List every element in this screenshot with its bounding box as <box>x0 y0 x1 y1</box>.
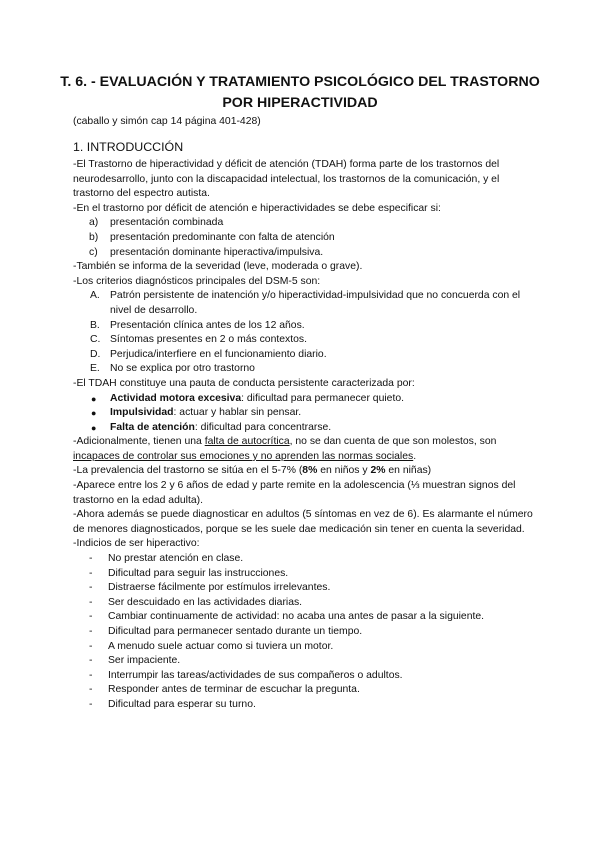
list-marker: B. <box>90 319 100 331</box>
list-item-text: Interrumpir las tareas/actividades de sus compañeros o adultos. <box>108 669 403 681</box>
specify-intro: -En el trastorno por déficit de atención e hiperactividades se debe especificar si: <box>73 202 441 214</box>
prevalence-bold: 8% <box>302 465 318 477</box>
dash-marker: - <box>89 669 93 681</box>
underlined-phrase: incapaces de controlar sus emociones y no aprenden las normas sociales <box>73 450 414 462</box>
list-item-text: Distraerse fácilmente por estímulos irrelevantes. <box>108 582 331 594</box>
adults-paragraph: -Ahora además se puede diagnosticar en adultos (5 síntomas en vez de 6). Es alarmante el número de menores diagnosticados, porque se les suele dae medicación sin tener en cuenta la severidad. <box>73 509 533 535</box>
list-item <box>73 654 533 669</box>
page-subtitle: (caballo y simón cap 14 página 401-428) <box>73 116 261 127</box>
dash-marker: - <box>89 655 93 667</box>
additional-text: , no se dan cuenta de que son molestos, son <box>289 436 497 448</box>
page-title: T. 6. - EVALUACIÓN Y TRATAMIENTO PSICOLÓGICO DEL TRASTORNO POR HIPERACTIVIDAD <box>60 74 540 111</box>
list-item-text: Dificultad para seguir las instrucciones. <box>108 567 289 579</box>
list-marker: c) <box>89 246 98 258</box>
list-item <box>73 610 533 625</box>
bullet-icon: ● <box>91 408 97 419</box>
list-item-text: Ser impaciente. <box>108 655 181 667</box>
bullet-icon: ● <box>91 422 97 433</box>
list-marker: E. <box>90 363 100 375</box>
list-item <box>73 683 533 698</box>
dash-marker: - <box>89 698 93 710</box>
list-item <box>73 319 533 334</box>
list-item-text: Síntomas presentes en 2 o más contextos. <box>110 334 307 346</box>
additional-text: . <box>413 450 417 462</box>
list-item-text: Responder antes de terminar de escuchar la pregunta. <box>108 684 360 696</box>
onset-paragraph: -Aparece entre los 2 y 6 años de edad y parte remite en la adolescencia (⅓ muestran signos del trastorno en la edad adulta). <box>73 480 516 506</box>
pattern-term: Falta de atención <box>110 421 195 433</box>
list-item <box>73 421 533 436</box>
criteria-intro: -Los criterios diagnósticos principales del DSM-5 son: <box>73 275 321 287</box>
dash-marker: - <box>89 684 93 696</box>
bullet-icon: ● <box>91 393 97 404</box>
list-marker: b) <box>89 231 99 243</box>
list-item <box>73 406 533 421</box>
list-item-text: Dificultad para permanecer sentado durante un tiempo. <box>108 626 363 637</box>
list-item <box>73 640 533 655</box>
underlined-phrase: falta de autocrítica <box>204 436 290 448</box>
list-item <box>73 567 533 582</box>
pattern-term: Impulsividad <box>110 407 174 419</box>
list-item-text: presentación dominante hiperactiva/impulsiva. <box>110 246 324 258</box>
pattern-term: Actividad motora excesiva <box>110 392 242 404</box>
pattern-list <box>73 392 533 436</box>
signs-list <box>73 552 533 713</box>
pattern-desc: : actuar y hablar sin pensar. <box>173 407 302 419</box>
list-item-text: Ser descuidado en las actividades diarias. <box>108 596 303 608</box>
prevalence-text: en niños y <box>317 465 371 477</box>
list-item-text: presentación predominante con falta de atención <box>110 231 335 243</box>
additional-text: -Adicionalmente, tienen una <box>73 436 205 448</box>
dash-marker: - <box>89 626 93 637</box>
list-item <box>73 333 533 348</box>
dash-marker: - <box>89 567 93 579</box>
section-heading: 1. INTRODUCCIÓN <box>73 140 184 154</box>
list-item-text: A menudo suele actuar como si tuviera un motor. <box>108 640 334 652</box>
list-item <box>73 362 533 377</box>
prevalence-text: en niñas) <box>385 465 432 477</box>
list-item <box>73 581 533 596</box>
list-marker: C. <box>90 334 101 346</box>
list-marker: D. <box>90 348 101 360</box>
pattern-intro: -El TDAH constituye una pauta de conducta persistente caracterizada por: <box>73 377 415 389</box>
pattern-desc: : dificultad para permanecer quieto. <box>241 392 404 404</box>
list-item <box>73 216 533 231</box>
signs-intro: -Indicios de ser hiperactivo: <box>73 538 200 550</box>
list-item <box>73 552 533 567</box>
document-body <box>73 158 533 713</box>
list-item-text: Perjudica/interfiere en el funcionamiento diario. <box>110 348 327 360</box>
criteria-list <box>73 289 533 377</box>
list-item-text: Presentación clínica antes de los 12 años. <box>110 319 305 331</box>
pattern-desc: : dificultad para concentrarse. <box>194 421 332 433</box>
prevalence-bold: 2% <box>370 465 386 477</box>
list-marker: A. <box>90 290 100 302</box>
dash-marker: - <box>89 611 93 623</box>
list-item-text: No prestar atención en clase. <box>108 553 244 565</box>
intro-paragraph: -El Trastorno de hiperactividad y déficit de atención (TDAH) forma parte de los trastornos del neurodesarrollo, junto con la discapacidad intelectual, los trastornos de la comunicación, y el trastorno del espectro autista. <box>73 159 500 200</box>
list-item <box>73 392 533 407</box>
list-item <box>73 596 533 611</box>
prevalence-text: -La prevalencia del trastorno se sitúa en el 5-7% ( <box>73 465 303 477</box>
list-item <box>73 289 533 318</box>
list-marker: a) <box>89 217 99 229</box>
presentations-list <box>73 216 533 260</box>
additional-paragraph <box>73 435 533 464</box>
dash-marker: - <box>89 640 93 652</box>
list-item <box>73 698 533 713</box>
list-item <box>73 348 533 363</box>
list-item-text: Cambiar continuamente de actividad: no acaba una antes de pasar a la siguiente. <box>108 611 485 623</box>
prevalence-paragraph <box>73 464 533 479</box>
list-item-text: No se explica por otro trastorno <box>110 363 255 375</box>
list-item <box>73 231 533 246</box>
list-item-text: Patrón persistente de inatención y/o hiperactividad-impulsividad que no concuerda con el nivel de desarrollo. <box>110 290 521 316</box>
dash-marker: - <box>89 553 93 565</box>
list-item-text: Dificultad para esperar su turno. <box>108 698 256 710</box>
list-item <box>73 625 533 640</box>
list-item <box>73 246 533 261</box>
list-item-text: presentación combinada <box>110 217 224 229</box>
dash-marker: - <box>89 582 93 594</box>
dash-marker: - <box>89 596 93 608</box>
severity-line: -También se informa de la severidad (leve, moderada o grave). <box>73 261 363 273</box>
list-item <box>73 669 533 684</box>
